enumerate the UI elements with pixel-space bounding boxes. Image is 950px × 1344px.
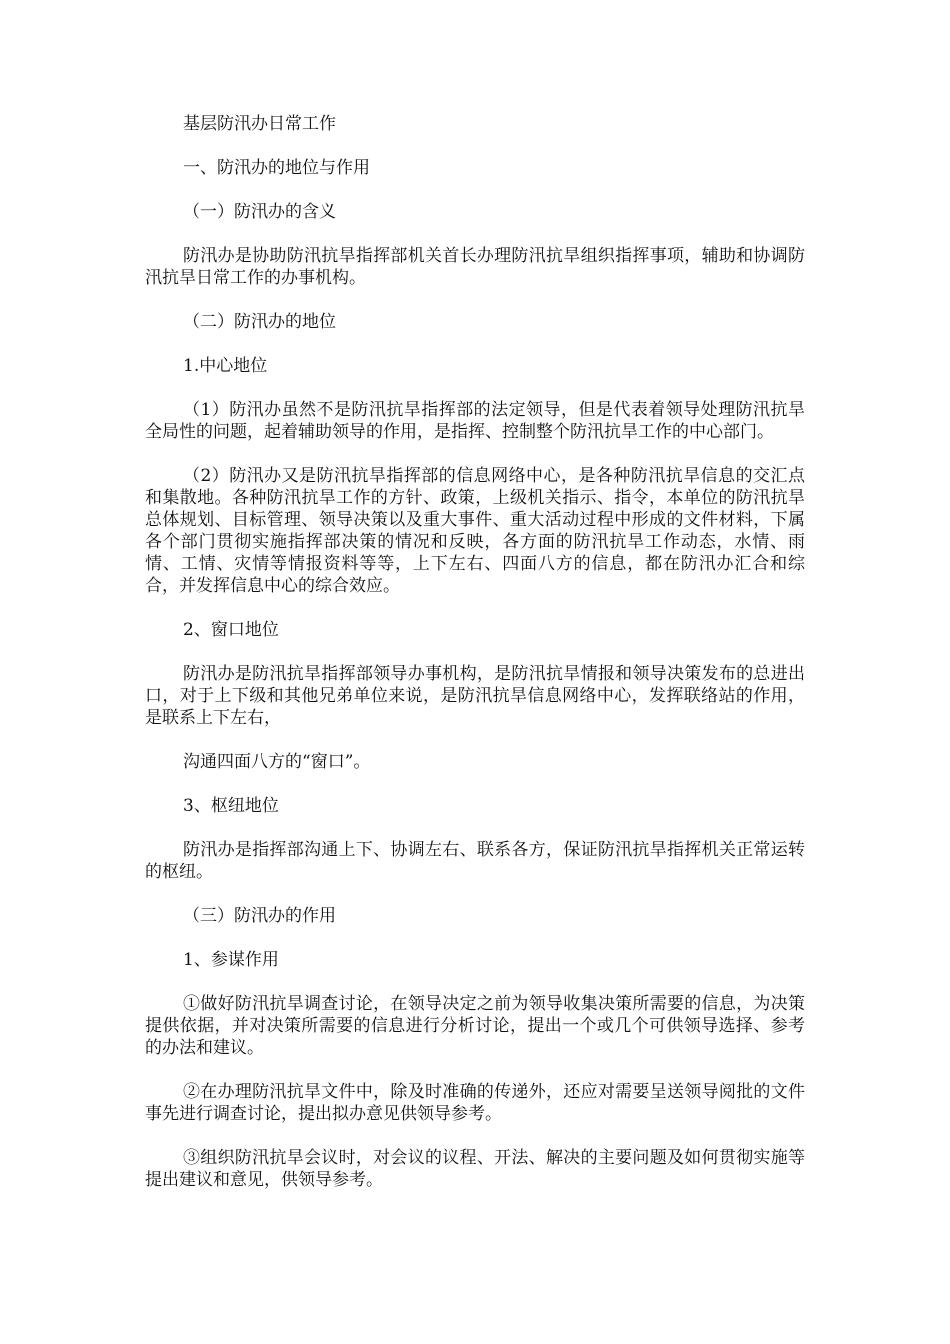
body-paragraph: ①做好防汛抗旱调查讨论，在领导决定之前为领导收集决策所需要的信息，为决策提供依据，并对决策所需要的信息进行分析讨论，提出一个或几个可供领导选择、参考的办法和建议。 (145, 994, 805, 1058)
subsection-heading: （一）防汛办的含义 (183, 202, 336, 222)
item-heading: 2、窗口地位 (183, 620, 279, 640)
body-paragraph: 沟通四面八方的“窗口”。 (183, 752, 371, 772)
subsection-heading: （二）防汛办的地位 (183, 312, 336, 332)
item-heading: 1.中心地位 (183, 356, 268, 376)
section-heading: 一、防汛办的地位与作用 (183, 158, 370, 178)
item-heading: 1、参谋作用 (183, 950, 279, 970)
body-paragraph: （1）防汛办虽然不是防汛抗旱指挥部的法定领导，但是代表着领导处理防汛抗旱全局性的问题，起着辅助领导的作用，是指挥、控制整个防汛抗旱工作的中心部门。 (145, 400, 805, 442)
body-paragraph: （2）防汛办又是防汛抗旱指挥部的信息网络中心，是各种防汛抗旱信息的交汇点和集散地。各种防汛抗旱工作的方针、政策，上级机关指示、指令，本单位的防汛抗旱总体规划、目标管理、领导决策以及重大事件、重大活动过程中形成的文件材料，下属各个部门贯彻实施指挥部决策的情况和反映，各方面的防汛抗旱工作动态，水情、雨情、工情、灾情等情报资料等等，上下左右、四面八方的信息，都在防汛办汇合和综合，并发挥信息中心的综合效应。 (145, 466, 805, 596)
item-heading: 3、枢纽地位 (183, 796, 279, 816)
body-paragraph: ③组织防汛抗旱会议时，对会议的议程、开法、解决的主要问题及如何贯彻实施等提出建议和意见，供领导参考。 (145, 1148, 805, 1190)
body-paragraph: ②在办理防汛抗旱文件中，除及时准确的传递外，还应对需要呈送领导阅批的文件事先进行调查讨论，提出拟办意见供领导参考。 (145, 1082, 805, 1124)
body-paragraph: 防汛办是指挥部沟通上下、协调左右、联系各方，保证防汛抗旱指挥机关正常运转的枢纽。 (145, 840, 805, 882)
body-paragraph: 防汛办是防汛抗旱指挥部领导办事机构，是防汛抗旱情报和领导决策发布的总进出口，对于上下级和其他兄弟单位来说，是防汛抗旱信息网络中心，发挥联络站的作用，是联系上下左右， (145, 664, 805, 728)
document-title: 基层防汛办日常工作 (183, 114, 336, 134)
body-paragraph: 防汛办是协助防汛抗旱指挥部机关首长办理防汛抗旱组织指挥事项，辅助和协调防汛抗旱日常工作的办事机构。 (145, 246, 805, 288)
subsection-heading: （三）防汛办的作用 (183, 906, 336, 926)
